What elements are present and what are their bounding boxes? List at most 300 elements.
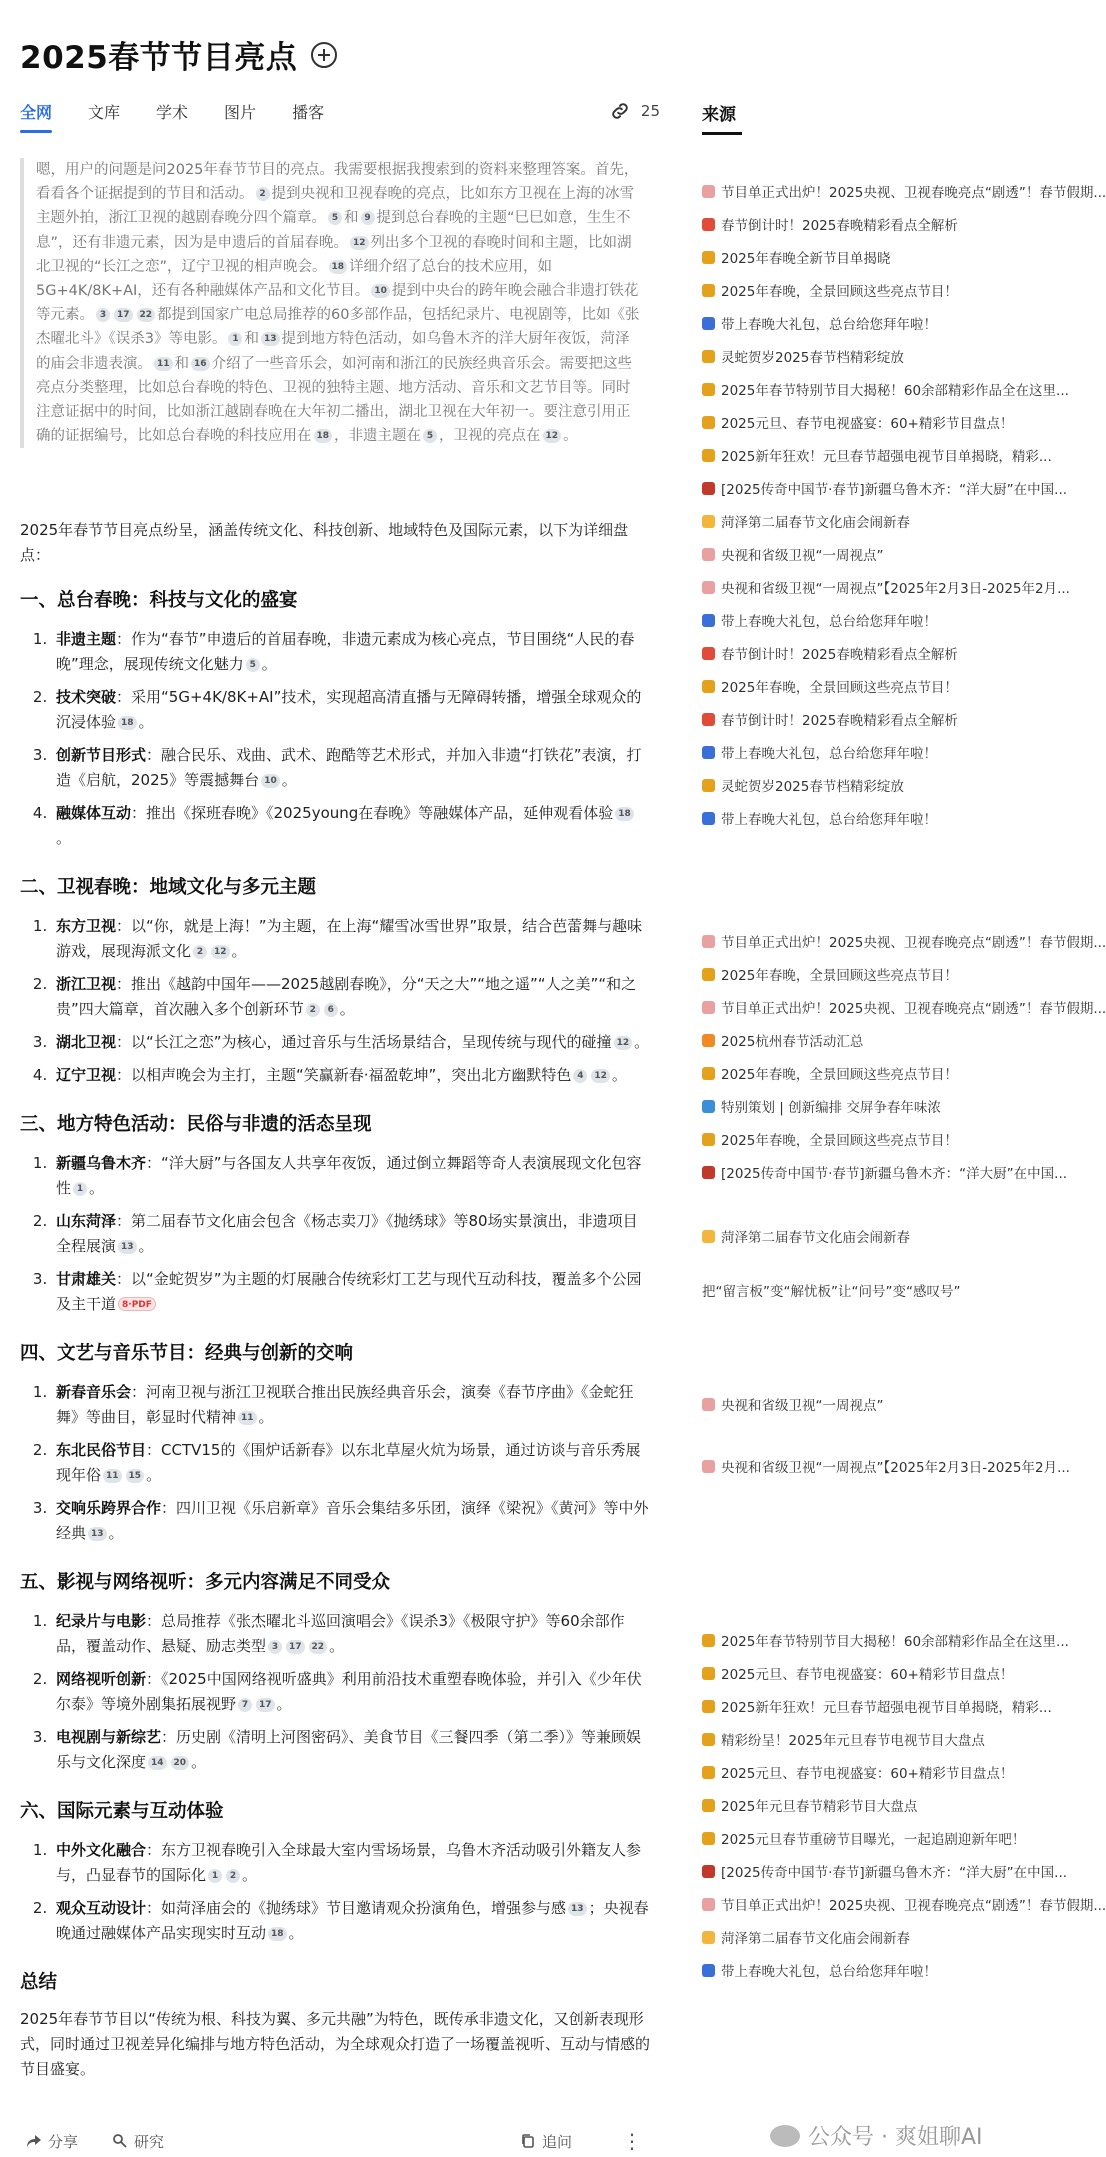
source-item[interactable] bbox=[702, 544, 1062, 564]
source-item[interactable] bbox=[702, 346, 1062, 366]
item-text: ：第二届春节文化庙会包含《杨志卖刀》《抛绣球》等80场实景演出，非遗项目全程展演 bbox=[56, 1212, 638, 1255]
list-item bbox=[52, 1267, 650, 1317]
list-item bbox=[52, 801, 650, 851]
thinking-text: 。 bbox=[563, 428, 578, 445]
citation-badge[interactable]: 1 bbox=[208, 1869, 222, 1883]
source-item[interactable] bbox=[702, 808, 1062, 828]
thinking-text: 和 bbox=[244, 331, 259, 348]
item-text: ：以“你，就是上海！”为主题，在上海“耀雪冰雪世界”取景，结合芭蕾舞与趣味游戏，展现海派文化 bbox=[56, 917, 643, 960]
source-item[interactable] bbox=[702, 214, 1062, 234]
source-title: 带上春晚大礼包，总台给您拜年啦！ bbox=[721, 317, 937, 333]
source-item[interactable] bbox=[702, 577, 1070, 597]
source-favicon-icon bbox=[702, 746, 715, 759]
source-item[interactable] bbox=[702, 1795, 1062, 1815]
list-item bbox=[52, 1209, 650, 1259]
source-favicon-icon bbox=[702, 1832, 715, 1845]
source-item[interactable] bbox=[702, 610, 1062, 630]
item-text: 。 bbox=[56, 829, 72, 847]
item-label: 创新节目形式 bbox=[56, 746, 147, 764]
source-title: 春节倒计时！2025春晚精彩看点全解析 bbox=[721, 218, 958, 234]
item-text: 。 bbox=[339, 1000, 355, 1018]
source-item[interactable] bbox=[702, 1226, 1062, 1246]
item-label: 电视剧与新综艺 bbox=[56, 1728, 162, 1746]
source-item[interactable] bbox=[702, 445, 1062, 465]
item-text: ：以相声晚会为主打，主题“笑赢新春·福盈乾坤”，突出北方幽默特色 bbox=[116, 1066, 572, 1084]
source-title: 2025年春晚，全景回顾这些亮点节目！ bbox=[721, 968, 958, 984]
page-title: 2025春节节目亮点 bbox=[20, 40, 298, 76]
thinking-citation[interactable]: 16 bbox=[191, 357, 210, 371]
thinking-citation[interactable]: 22 bbox=[137, 308, 156, 322]
source-favicon-icon bbox=[702, 1799, 715, 1812]
source-favicon-icon bbox=[702, 1964, 715, 1977]
thinking-citation[interactable]: 17 bbox=[114, 308, 133, 322]
follow-up-button[interactable] bbox=[520, 2131, 572, 2152]
source-title: 节目单正式出炉！2025央视、卫视春晚亮点“剧透”！春节假期... bbox=[721, 1898, 1106, 1914]
citation-badge[interactable]: 13 bbox=[88, 1527, 107, 1541]
source-title: 节目单正式出炉！2025央视、卫视春晚亮点“剧透”！春节假期... bbox=[721, 185, 1106, 201]
item-label: 技术突破 bbox=[56, 688, 117, 706]
source-title: [2025传奇中国节·春节]新疆乌鲁木齐：“洋大厨”在中国... bbox=[721, 1166, 1068, 1182]
list-item bbox=[52, 1030, 650, 1055]
source-favicon-icon bbox=[702, 251, 715, 264]
source-item[interactable] bbox=[702, 1663, 1062, 1683]
share-icon bbox=[26, 2133, 42, 2149]
item-text: 。 bbox=[89, 1179, 105, 1197]
list-item bbox=[52, 1725, 650, 1775]
citation-badge[interactable]: 11 bbox=[238, 1411, 257, 1425]
source-favicon-icon bbox=[702, 935, 715, 948]
item-label: 浙江卫视 bbox=[56, 975, 117, 993]
source-item[interactable] bbox=[702, 775, 1062, 795]
source-title: 2025元旦春节重磅节目曝光，一起追剧迎新年吧！ bbox=[721, 1832, 1026, 1848]
summary-text: 2025年春节节目以“传统为根、科技为翼、多元共融”为特色，既传承非遗文化，又创新表现形式，同时通过卫视差异化编排与地方特色活动，为全球观众打造了一场覆盖视听、互动与情感的节目盛宴。 bbox=[20, 2010, 651, 2078]
item-text: ：以“金蛇贺岁”为主题的灯展融合传统彩灯工艺与现代互动科技，覆盖多个公园及主干道 bbox=[56, 1270, 642, 1313]
list-item bbox=[52, 1838, 650, 1888]
source-favicon-icon bbox=[702, 383, 715, 396]
source-title: 菏泽第二届春节文化庙会闹新春 bbox=[721, 515, 910, 531]
source-favicon-icon bbox=[702, 515, 715, 528]
source-title: 节目单正式出炉！2025央视、卫视春晚亮点“剧透”！春节假期... bbox=[721, 935, 1106, 951]
citation-badge[interactable]: 22 bbox=[309, 1640, 328, 1654]
source-item[interactable] bbox=[702, 313, 1062, 333]
thinking-citation[interactable]: 5 bbox=[328, 211, 342, 225]
source-favicon-icon bbox=[702, 1398, 715, 1411]
section-list bbox=[20, 1380, 650, 1546]
tab-bar bbox=[20, 100, 660, 140]
item-label: 观众互动设计 bbox=[56, 1899, 147, 1917]
source-item[interactable] bbox=[702, 643, 1062, 663]
item-text: 。 bbox=[261, 655, 277, 673]
source-favicon-icon bbox=[702, 1865, 715, 1878]
source-item[interactable] bbox=[702, 1096, 1062, 1116]
list-item bbox=[52, 685, 650, 735]
source-favicon-icon bbox=[702, 482, 715, 495]
answer-sections bbox=[20, 588, 650, 1946]
source-favicon-icon bbox=[702, 581, 715, 594]
source-title: 央视和省级卫视“一周视点”【2025年2月3日-2025年2月... bbox=[721, 581, 1070, 597]
item-text: 。 bbox=[191, 1753, 207, 1771]
source-favicon-icon bbox=[702, 779, 715, 792]
source-item[interactable] bbox=[702, 1456, 1070, 1476]
source-title: 特别策划 | 创新编排 交屏争春年味浓 bbox=[721, 1100, 941, 1116]
link-count-value: 25 bbox=[640, 102, 660, 120]
thinking-citation[interactable]: 10 bbox=[371, 284, 390, 298]
item-label: 东方卫视 bbox=[56, 917, 117, 935]
item-text: ：推出《探班春晚》《2025young在春晚》等融媒体产品，延伸观看体验 bbox=[131, 804, 614, 822]
citation-badge[interactable]: 13 bbox=[568, 1902, 587, 1916]
list-item bbox=[52, 914, 650, 964]
add-circle-icon[interactable] bbox=[311, 42, 337, 68]
source-favicon-icon bbox=[702, 968, 715, 981]
item-label: 融媒体互动 bbox=[56, 804, 132, 822]
source-item[interactable] bbox=[702, 1894, 1106, 1914]
section-title: 一、总台春晚：科技与文化的盛宴 bbox=[20, 590, 298, 611]
citation-badge[interactable]: 12 bbox=[211, 945, 230, 959]
thinking-block bbox=[20, 158, 640, 448]
source-item[interactable] bbox=[702, 511, 1062, 531]
source-favicon-icon bbox=[702, 713, 715, 726]
item-text: 。 bbox=[276, 1695, 292, 1713]
citation-badge[interactable]: 5 bbox=[246, 658, 260, 672]
source-title: 2025杭州春节活动汇总 bbox=[721, 1034, 864, 1050]
list-item bbox=[52, 1063, 650, 1088]
thinking-text: 都提到国家广电总局推荐的60多部作品，包括纪录片、电视剧等，比如《张杰曜北斗》《误杀3》等电影。 bbox=[36, 307, 640, 348]
citation-badge[interactable]: 20 bbox=[171, 1756, 190, 1770]
source-item[interactable] bbox=[702, 1063, 1062, 1083]
watermark bbox=[770, 2120, 983, 2151]
item-text: ：如菏泽庙会的《抛绣球》节目邀请观众扮演角色，增强参与感 bbox=[146, 1899, 567, 1917]
source-item[interactable] bbox=[702, 997, 1106, 1017]
list-item bbox=[52, 1609, 650, 1659]
item-label: 中外文化融合 bbox=[56, 1841, 147, 1859]
source-title: 2025新年狂欢！元旦春节超强电视节目单揭晓，精彩... bbox=[721, 1700, 1052, 1716]
research-icon bbox=[112, 2133, 128, 2149]
thinking-citation[interactable]: 9 bbox=[361, 211, 375, 225]
citation-badge[interactable]: 2 bbox=[306, 1003, 320, 1017]
source-favicon-icon bbox=[702, 1733, 715, 1746]
item-label: 新疆乌鲁木齐 bbox=[56, 1154, 147, 1172]
source-item[interactable] bbox=[702, 676, 1062, 696]
list-item bbox=[52, 627, 650, 677]
citation-badge[interactable]: 18 bbox=[118, 716, 137, 730]
link-icon bbox=[609, 100, 631, 122]
item-text: ：四川卫视《乐启新章》音乐会集结多乐团，演绎《梁祝》《黄河》等中外经典 bbox=[56, 1499, 649, 1542]
source-title: 2025新年狂欢！元旦春节超强电视节目单揭晓，精彩... bbox=[721, 449, 1052, 465]
source-favicon-icon bbox=[702, 1067, 715, 1080]
tab-4[interactable]: 播客 bbox=[292, 103, 325, 122]
list-item bbox=[52, 1896, 650, 1946]
thinking-citation[interactable]: 18 bbox=[329, 260, 348, 274]
source-item[interactable] bbox=[702, 1630, 1069, 1650]
item-text: 。 bbox=[634, 1033, 650, 1051]
section-list bbox=[20, 914, 650, 1088]
item-label: 辽宁卫视 bbox=[56, 1066, 117, 1084]
tab-2[interactable]: 学术 bbox=[156, 103, 189, 122]
citation-badge[interactable]: 1 bbox=[73, 1182, 87, 1196]
list-item bbox=[52, 743, 650, 793]
citation-badge[interactable]: 2 bbox=[193, 945, 207, 959]
source-title: 2025年春节特别节目大揭秘！60余部精彩作品全在这里... bbox=[721, 383, 1069, 399]
page-header bbox=[20, 32, 337, 77]
citation-badge[interactable]: 18 bbox=[268, 1927, 287, 1941]
list-item bbox=[52, 1151, 650, 1201]
section-title: 五、影视与网络视听：多元内容满足不同受众 bbox=[20, 1572, 391, 1593]
item-label: 非遗主题 bbox=[56, 630, 117, 648]
source-favicon-icon bbox=[702, 1460, 715, 1473]
source-title: 2025元旦、春节电视盛宴：60+精彩节目盘点！ bbox=[721, 1766, 1014, 1782]
item-text: ：《2025中国网络视听盛典》利用前沿技术重塑春晚体验，并引入《少年伏尔泰》等境外剧集拓展视野 bbox=[56, 1670, 642, 1713]
thinking-citation[interactable]: 1 bbox=[228, 332, 242, 346]
source-item[interactable] bbox=[702, 1861, 1068, 1881]
item-text: 。 bbox=[242, 1866, 258, 1884]
source-item[interactable] bbox=[702, 1762, 1062, 1782]
citation-badge[interactable]: 11 bbox=[103, 1469, 122, 1483]
watermark-text: 公众号 · 爽姐聊AI bbox=[808, 2125, 983, 2150]
thinking-citation[interactable]: 18 bbox=[314, 429, 333, 443]
source-title: 灵蛇贺岁2025春节档精彩绽放 bbox=[721, 779, 904, 795]
source-item[interactable] bbox=[702, 709, 1062, 729]
source-item[interactable] bbox=[702, 1696, 1062, 1716]
source-favicon-icon bbox=[702, 185, 715, 198]
source-title: 2025年春节特别节目大揭秘！60余部精彩作品全在这里... bbox=[721, 1634, 1069, 1650]
source-title: 菏泽第二届春节文化庙会闹新春 bbox=[721, 1230, 910, 1246]
list-item bbox=[52, 1667, 650, 1717]
source-item[interactable] bbox=[702, 1729, 1062, 1749]
share-button[interactable] bbox=[26, 2131, 78, 2152]
list-item bbox=[52, 1380, 650, 1430]
item-label: 新春音乐会 bbox=[56, 1383, 132, 1401]
thinking-text: 介绍了一些音乐会，如河南和浙江的民族经典音乐会。需要把这些亮点分类整理，比如总台春晚的特色、卫视的独特主题、地方活动、音乐和文艺节目等。同时注意证据中的时间，比如浙江越剧春晚在大年初二播出，湖北卫视在大年初一。要注意引用正确的证据编号，比如总台春晚的科技应用在 bbox=[36, 355, 633, 445]
source-title: 把“留言板”变“解忧板”让“问号”变“感叹号” bbox=[702, 1284, 961, 1300]
sources-heading[interactable]: 来源 bbox=[702, 100, 736, 135]
citation-badge[interactable]: 14 bbox=[148, 1756, 167, 1770]
source-title: 精彩纷呈！2025年元旦春节电视节目大盘点 bbox=[721, 1733, 985, 1749]
source-favicon-icon bbox=[702, 1230, 715, 1243]
source-item[interactable] bbox=[702, 964, 1062, 984]
tab-1[interactable]: 文库 bbox=[88, 103, 121, 122]
source-item[interactable] bbox=[702, 478, 1068, 498]
section-title: 四、文艺与音乐节目：经典与创新的交响 bbox=[20, 1343, 354, 1364]
source-title: 带上春晚大礼包，总台给您拜年啦！ bbox=[721, 746, 937, 762]
thinking-text: 提到地方特色活动，如乌鲁木齐的洋大厨年夜饭，菏泽的庙会非遗表演。 bbox=[36, 331, 630, 372]
source-favicon-icon bbox=[702, 548, 715, 561]
source-item[interactable] bbox=[702, 931, 1106, 951]
thinking-text: 详细介绍了总台的技术应用，如5G+4K/8K+AI，还有各种融媒体产品和文化节目。 bbox=[36, 258, 553, 300]
item-text: 。 bbox=[329, 1637, 345, 1655]
source-title: 央视和省级卫视“一周视点”【2025年2月3日-2025年2月... bbox=[721, 1460, 1070, 1476]
source-favicon-icon bbox=[702, 1667, 715, 1680]
share-label: 分享 bbox=[48, 2132, 79, 2151]
source-item[interactable] bbox=[702, 412, 1062, 432]
thinking-citation[interactable]: 12 bbox=[350, 236, 369, 250]
item-text: ：推出《越韵中国年——2025越剧春晚》，分“天之大”“地之遥”“人之美”“和之贵”四大篇章，首次融入多个创新环节 bbox=[56, 975, 637, 1018]
source-item[interactable] bbox=[702, 1129, 1062, 1149]
answer-body bbox=[20, 518, 650, 2082]
item-label: 东北民俗节目 bbox=[56, 1441, 147, 1459]
item-text: 。 bbox=[146, 1466, 162, 1484]
citation-badge[interactable]: 7 bbox=[238, 1698, 252, 1712]
citation-badge[interactable]: 3 bbox=[268, 1640, 282, 1654]
source-favicon-icon bbox=[702, 1931, 715, 1944]
item-text: ：融合民乐、戏曲、武术、跑酷等艺术形式，并加入非遗“打铁花”表演，打造《启航，2025》等震撼舞台 bbox=[56, 746, 642, 789]
item-text: 。 bbox=[138, 1237, 154, 1255]
source-favicon-icon bbox=[702, 1634, 715, 1647]
source-favicon-icon bbox=[702, 680, 715, 693]
source-title: 2025年春晚，全景回顾这些亮点节目！ bbox=[721, 680, 958, 696]
citation-badge[interactable]: 17 bbox=[286, 1640, 305, 1654]
citation-badge[interactable]: 6 bbox=[324, 1003, 338, 1017]
research-button[interactable] bbox=[112, 2131, 164, 2152]
item-text: ：CCTV15的《围炉话新春》以东北草屋火炕为场景，通过访谈与音乐秀展现年俗 bbox=[56, 1441, 641, 1484]
more-menu-icon[interactable]: ⋮ bbox=[622, 2129, 640, 2153]
link-count[interactable] bbox=[609, 100, 660, 122]
thinking-citation[interactable]: 2 bbox=[256, 187, 270, 201]
source-title: [2025传奇中国节·春节]新疆乌鲁木齐：“洋大厨”在中国... bbox=[721, 482, 1068, 498]
source-favicon-icon bbox=[702, 1166, 715, 1179]
thinking-text: 列出多个卫视的春晚时间和主题，比如湖北卫视的“长江之恋”，辽宁卫视的相声晚会。 bbox=[36, 234, 632, 275]
section-title: 六、国际元素与互动体验 bbox=[20, 1801, 224, 1822]
section-list bbox=[20, 627, 650, 851]
source-title: 春节倒计时！2025春晚精彩看点全解析 bbox=[721, 647, 958, 663]
source-title: 2025年元旦春节精彩节目大盘点 bbox=[721, 1799, 918, 1815]
wechat-logo-icon bbox=[770, 2125, 800, 2147]
thinking-text: 和 bbox=[174, 355, 190, 372]
source-title: 菏泽第二届春节文化庙会闹新春 bbox=[721, 1931, 910, 1947]
source-favicon-icon bbox=[702, 449, 715, 462]
source-title: 灵蛇贺岁2025春节档精彩绽放 bbox=[721, 350, 904, 366]
source-title: 2025年春晚，全景回顾这些亮点节目！ bbox=[721, 1067, 958, 1083]
list-item bbox=[52, 1496, 650, 1546]
source-title: 央视和省级卫视“一周视点” bbox=[721, 1398, 884, 1414]
source-title: 央视和省级卫视“一周视点” bbox=[721, 548, 884, 564]
source-favicon-icon bbox=[702, 1898, 715, 1911]
source-title: 2025年春晚，全景回顾这些亮点节目！ bbox=[721, 1133, 958, 1149]
source-favicon-icon bbox=[702, 317, 715, 330]
item-text: 。 bbox=[108, 1524, 124, 1542]
section-title: 三、地方特色活动：民俗与非遗的活态呈现 bbox=[20, 1114, 372, 1135]
source-favicon-icon bbox=[702, 1133, 715, 1146]
citation-badge[interactable]: 2 bbox=[226, 1869, 240, 1883]
source-title: 节目单正式出炉！2025央视、卫视春晚亮点“剧透”！春节假期... bbox=[721, 1001, 1106, 1017]
section-list bbox=[20, 1151, 650, 1317]
source-item[interactable] bbox=[702, 1960, 1062, 1980]
source-favicon-icon bbox=[702, 218, 715, 231]
tab-list bbox=[20, 100, 360, 133]
thinking-citation[interactable]: 3 bbox=[96, 308, 110, 322]
source-favicon-icon bbox=[702, 1100, 715, 1113]
item-text: 。 bbox=[231, 942, 247, 960]
source-title: 春节倒计时！2025春晚精彩看点全解析 bbox=[721, 713, 958, 729]
thinking-citation[interactable]: 5 bbox=[423, 429, 437, 443]
thinking-text: 提到央视和卫视春晚的亮点，比如东方卫视在上海的冰雪主题外拍，浙江卫视的越剧春晚分四个篇章。 bbox=[36, 186, 634, 227]
item-text: ：历史剧《清明上河图密码》、美食节目《三餐四季（第二季）》等兼顾娱乐与文化深度 bbox=[56, 1728, 642, 1771]
citation-badge[interactable]: 13 bbox=[118, 1240, 137, 1254]
item-text: ：总局推荐《张杰曜北斗巡回演唱会》《误杀3》《极限守护》等60余部作品，覆盖动作、悬疑、励志类型 bbox=[56, 1612, 625, 1655]
source-item[interactable] bbox=[702, 1030, 1062, 1050]
item-label: 网络视听创新 bbox=[56, 1670, 147, 1688]
tab-3[interactable]: 图片 bbox=[224, 103, 257, 122]
source-item[interactable] bbox=[702, 379, 1069, 399]
citation-badge[interactable]: 18 bbox=[615, 807, 634, 821]
citation-badge[interactable]: 10 bbox=[261, 774, 280, 788]
research-label: 研究 bbox=[134, 2132, 165, 2151]
source-favicon-icon bbox=[702, 812, 715, 825]
item-text: ；央视春晚通过融媒体产品实现实时互动 bbox=[56, 1899, 649, 1942]
citation-badge[interactable]: 17 bbox=[256, 1698, 275, 1712]
list-item bbox=[52, 1438, 650, 1488]
source-favicon-icon bbox=[702, 614, 715, 627]
thinking-text: ，卫视的亮点在 bbox=[439, 428, 541, 445]
item-text: 。 bbox=[138, 713, 154, 731]
source-title: 2025元旦、春节电视盛宴：60+精彩节目盘点！ bbox=[721, 416, 1014, 432]
thinking-citation[interactable]: 13 bbox=[261, 332, 280, 346]
source-title: 带上春晚大礼包，总台给您拜年啦！ bbox=[721, 614, 937, 630]
source-favicon-icon bbox=[702, 1001, 715, 1014]
thinking-citation[interactable]: 12 bbox=[543, 429, 562, 443]
citation-badge[interactable]: 4 bbox=[573, 1069, 587, 1083]
item-text: 。 bbox=[611, 1066, 627, 1084]
source-item[interactable] bbox=[702, 742, 1062, 762]
item-text: 。 bbox=[288, 1924, 304, 1942]
source-title: [2025传奇中国节·春节]新疆乌鲁木齐：“洋大厨”在中国... bbox=[721, 1865, 1068, 1881]
summary-title: 总结 bbox=[20, 1972, 58, 1993]
source-item[interactable] bbox=[702, 1280, 1062, 1300]
source-title: 带上春晚大礼包，总台给您拜年啦！ bbox=[721, 812, 937, 828]
citation-badge[interactable]: 8·PDF bbox=[118, 1297, 156, 1311]
source-item[interactable] bbox=[702, 247, 1062, 267]
source-favicon-icon bbox=[702, 1766, 715, 1779]
citation-badge[interactable]: 12 bbox=[614, 1036, 633, 1050]
tab-0[interactable]: 全网 bbox=[20, 100, 52, 133]
item-label: 甘肃雄关 bbox=[56, 1270, 117, 1288]
source-title: 2025年春晚全新节目单揭晓 bbox=[721, 251, 891, 267]
citation-badge[interactable]: 12 bbox=[591, 1069, 610, 1083]
follow-up-label: 追问 bbox=[542, 2132, 573, 2151]
thinking-text: 嗯，用户的问题是问2025年春节节目的亮点。我需要根据我搜索到的资料来整理答案。首先，看看各个证据提到的节目和活动。 bbox=[36, 162, 639, 203]
thinking-text: 提到中央台的跨年晚会融合非遗打铁花等元素。 bbox=[36, 283, 639, 324]
source-title: 2025年春晚，全景回顾这些亮点节目！ bbox=[721, 284, 958, 300]
item-label: 交响乐跨界合作 bbox=[56, 1499, 162, 1517]
source-item[interactable] bbox=[702, 1162, 1068, 1182]
source-favicon-icon bbox=[702, 284, 715, 297]
source-item[interactable] bbox=[702, 280, 1062, 300]
source-title: 2025元旦、春节电视盛宴：60+精彩节目盘点！ bbox=[721, 1667, 1014, 1683]
source-favicon-icon bbox=[702, 1700, 715, 1713]
section-title: 二、卫视春晚：地域文化与多元主题 bbox=[20, 877, 317, 898]
item-label: 山东菏泽 bbox=[56, 1212, 117, 1230]
section-list bbox=[20, 1838, 650, 1946]
item-text: ：以“长江之恋”为核心，通过音乐与生活场景结合，呈现传统与现代的碰撞 bbox=[116, 1033, 612, 1051]
thinking-citation[interactable]: 11 bbox=[154, 357, 173, 371]
source-item[interactable] bbox=[702, 181, 1106, 201]
source-item[interactable] bbox=[702, 1927, 1062, 1947]
source-item[interactable] bbox=[702, 1828, 1062, 1848]
item-text: ：作为“春节”申遗后的首届春晚，非遗元素成为核心亮点，节目围绕“人民的春晚”理念，展现传统文化魅力 bbox=[56, 630, 635, 673]
source-favicon-icon bbox=[702, 1034, 715, 1047]
item-text: 。 bbox=[258, 1408, 274, 1426]
item-text: 。 bbox=[281, 771, 297, 789]
citation-badge[interactable]: 15 bbox=[126, 1469, 145, 1483]
list-item bbox=[52, 972, 650, 1022]
section-list bbox=[20, 1609, 650, 1775]
thinking-text: 和 bbox=[344, 210, 359, 227]
source-favicon-icon bbox=[702, 647, 715, 660]
thinking-text: 提到总台春晚的主题“巳巳如意，生生不息”，还有非遗元素，因为是申遗后的首届春晚。 bbox=[36, 210, 631, 251]
item-text: ：采用“5G+4K/8K+AI”技术，实现超高清直播与无障碍转播，增强全球观众的沉浸体验 bbox=[56, 688, 642, 731]
source-item[interactable] bbox=[702, 1394, 1062, 1414]
item-label: 湖北卫视 bbox=[56, 1033, 117, 1051]
item-text: ：河南卫视与浙江卫视联合推出民族经典音乐会，演奏《春节序曲》《金蛇狂舞》等曲目，彰显时代精神 bbox=[56, 1383, 634, 1426]
